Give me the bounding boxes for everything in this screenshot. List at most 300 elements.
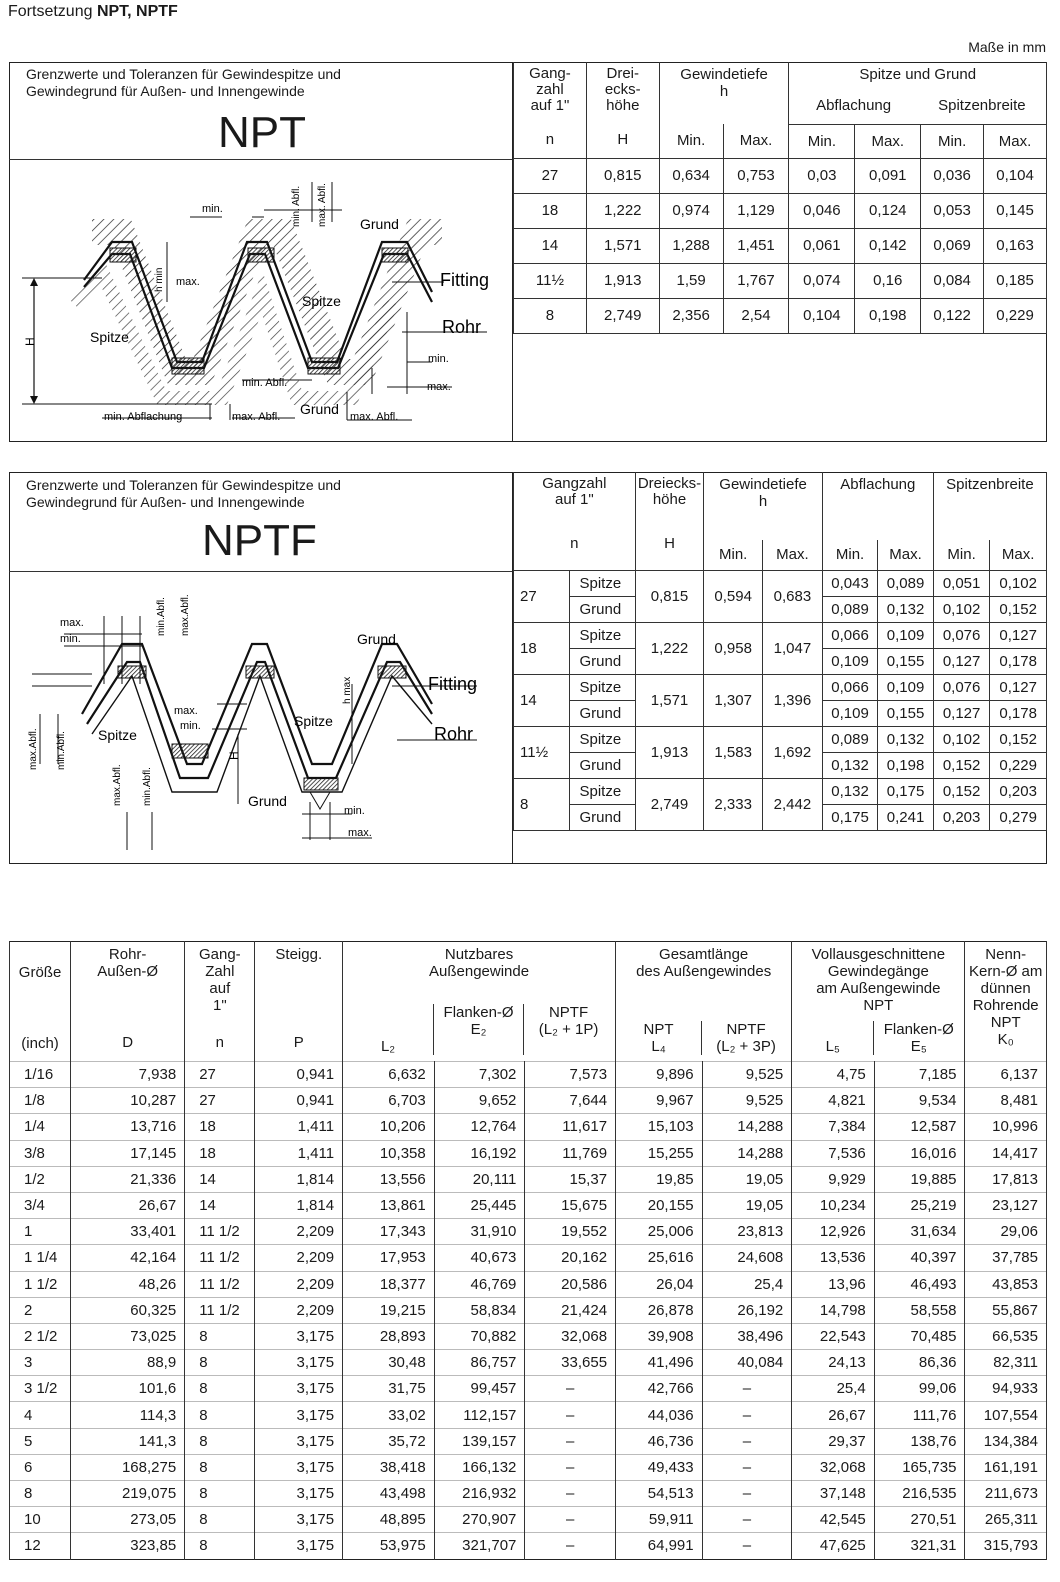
npt-cell: 14: [514, 228, 587, 263]
dim-row: [10, 1376, 1047, 1402]
nptf-cell-spitze: 0,066: [822, 622, 878, 648]
dim-cell: 12,587: [874, 1114, 965, 1140]
dim-cell: 3,175: [255, 1402, 343, 1428]
dim-cell: 1/8: [10, 1088, 71, 1114]
dim-cell: –: [525, 1533, 616, 1559]
dim-cell: 16,016: [874, 1140, 965, 1166]
npt-col-gang: Gang- zahl auf 1" n: [514, 62, 587, 158]
dim-cell: 3,175: [255, 1454, 343, 1480]
nptf-cell-hmax: 1,692: [763, 726, 823, 778]
dim-cell: 1,411: [255, 1114, 343, 1140]
dim-cell: 31,75: [343, 1376, 435, 1402]
dim-cell: 60,325: [71, 1297, 185, 1323]
nptf-cell-H: 0,815: [635, 570, 704, 622]
dim-cell: 13,716: [71, 1114, 185, 1140]
dim-cell: 8: [185, 1376, 255, 1402]
dim-cell: 99,457: [434, 1376, 525, 1402]
dim-row: [10, 1507, 1047, 1533]
nptf-cell-hmax: 0,683: [763, 570, 823, 622]
dim-cell: 40,673: [434, 1245, 525, 1271]
nptf-cell-spitze: 0,127: [990, 622, 1047, 648]
dim-cell: 1/16: [10, 1062, 71, 1088]
nptf-cell-H: 1,222: [635, 622, 704, 674]
dim-cell: 7,185: [874, 1062, 965, 1088]
nptf-cell-spitze: 0,076: [933, 622, 990, 648]
nptf-cell-hmax: 1,047: [763, 622, 823, 674]
dim-cell: 3,175: [255, 1533, 343, 1559]
nptf-cell-spitze: 0,132: [878, 726, 934, 752]
dim-cell: 138,76: [874, 1428, 965, 1454]
nptf-col-gang: Gangzahl auf 1" n: [514, 472, 636, 570]
dim-cell: 25,4: [792, 1376, 875, 1402]
dim-col-steig-label: Steigg.: [275, 946, 323, 963]
dim-cell: 39,908: [616, 1323, 703, 1349]
nptf-col-tiefe: [704, 472, 822, 540]
dim-cell: 99,06: [874, 1376, 965, 1402]
dim-cell: 15,675: [525, 1192, 616, 1218]
npt-cell: 27: [514, 158, 587, 193]
dim-cell: –: [702, 1507, 792, 1533]
nptf-cell-spitze: 0,051: [933, 570, 990, 596]
dim-cell: 42,766: [616, 1376, 703, 1402]
nptf-col-breite-min: Min.: [933, 540, 990, 570]
dim-cell: 2,209: [255, 1219, 343, 1245]
nptf-cell-spitze-label: Spitze: [569, 570, 635, 596]
npt-cell: 2,356: [659, 298, 723, 333]
nptf-cell-grund: 0,203: [933, 804, 990, 830]
npt-col-tiefe: [659, 62, 789, 124]
npt-diagram-spitze-right: Spitze: [302, 293, 341, 309]
dim-cell: 2 1/2: [10, 1323, 71, 1349]
dim-cell: –: [702, 1428, 792, 1454]
nptf-diagram-max-mid: max.: [174, 705, 198, 717]
npt-diagram-min-right: min.: [428, 353, 449, 365]
nptf-cell-grund: 0,229: [990, 752, 1047, 778]
dim-cell: 88,9: [71, 1350, 185, 1376]
dim-cell: 14: [185, 1166, 255, 1192]
dim-cell: 46,493: [874, 1271, 965, 1297]
dim-cell: 4,75: [792, 1062, 875, 1088]
dim-cell: 161,191: [965, 1454, 1047, 1480]
npt-cell: 0,122: [921, 298, 984, 333]
nptf-cell-H: 2,749: [635, 778, 704, 830]
npt-diagram-grund-bottom: Grund: [300, 401, 339, 417]
dim-cell: 6,137: [965, 1062, 1047, 1088]
dim-col-P: P: [293, 1034, 304, 1051]
npt-row: [514, 158, 1047, 193]
dim-cell: –: [525, 1402, 616, 1428]
nptf-cell-grund: 0,109: [822, 700, 878, 726]
npt-col-abfl-max: Max.: [855, 124, 921, 158]
npt-cell: 0,036: [921, 158, 984, 193]
dim-col-voll: Vollausgeschnittene Gewindegänge am Außengewinde NPT L₅ Flanken-Ø E₅: [792, 942, 965, 1062]
dim-cell: 59,911: [616, 1507, 703, 1533]
dim-cell: 27: [185, 1062, 255, 1088]
npt-col-breite: Spitzenbreite: [938, 97, 1026, 114]
dim-col-nptf2: NPTF: [726, 1021, 766, 1038]
dim-cell: 7,384: [792, 1114, 875, 1140]
nptf-diagram-max-abfl-left: max.Abfl.: [28, 728, 39, 770]
npt-diagram-rohr: Rohr: [442, 317, 482, 337]
dim-cell: 8: [185, 1533, 255, 1559]
nptf-cell-grund: 0,152: [933, 752, 990, 778]
nptf-cell-grund: 0,109: [822, 648, 878, 674]
nptf-diagram-min-mid: min.: [180, 720, 201, 732]
dim-cell: 11 1/2: [185, 1245, 255, 1271]
dim-cell: 25,616: [616, 1245, 703, 1271]
nptf-cell-spitze: 0,109: [878, 622, 934, 648]
nptf-row-spitze: [514, 570, 1047, 596]
nptf-description: Grenzwerte und Toleranzen für Gewindespitze und Gewindegrund für Außen- und Innengewinde: [26, 477, 341, 510]
nptf-diagram-min-abfl-bottom: min.Abfl.: [142, 767, 153, 806]
npt-cell: 18: [514, 193, 587, 228]
dim-col-nutz: Nutzbares Außengewinde L₂ Flanken-Ø E₂ NPTF (L₂ + 1P): [343, 942, 616, 1062]
dim-row: [10, 1114, 1047, 1140]
dim-row: [10, 1192, 1047, 1218]
nptf-diagram-fitting: Fitting: [428, 674, 478, 694]
dim-cell: 25,219: [874, 1192, 965, 1218]
nptf-table: [513, 472, 1047, 831]
nptf-cell-spitze: 0,132: [822, 778, 878, 804]
dim-col-D: D: [122, 1034, 134, 1051]
nptf-col-h: h: [758, 493, 768, 510]
npt-thread-diagram: [12, 162, 510, 440]
dim-cell: 53,975: [343, 1533, 435, 1559]
dim-col-groesse: [10, 942, 71, 1062]
units-note: Maße in mm: [968, 39, 1046, 55]
dim-cell: 42,164: [71, 1245, 185, 1271]
dim-cell: 21,424: [525, 1297, 616, 1323]
dim-cell: 30,48: [343, 1350, 435, 1376]
dim-cell: 55,867: [965, 1297, 1047, 1323]
dim-col-groesse-label: Größe: [18, 964, 62, 981]
nptf-cell-grund-label: Grund: [569, 804, 635, 830]
dim-cell: 86,36: [874, 1350, 965, 1376]
dim-row: [10, 1402, 1047, 1428]
dim-cell: 32,068: [525, 1323, 616, 1349]
dim-cell: 18,377: [343, 1271, 435, 1297]
dim-cell: 10,287: [71, 1088, 185, 1114]
dim-cell: 8: [185, 1454, 255, 1480]
nptf-cell-spitze: 0,203: [990, 778, 1047, 804]
nptf-col-tiefe-min: Min.: [704, 540, 763, 570]
nptf-block-divider: [9, 571, 514, 572]
npt-cell: 2,54: [723, 298, 789, 333]
nptf-cell-spitze-label: Spitze: [569, 778, 635, 804]
npt-cell: 8: [514, 298, 587, 333]
npt-cell: 0,145: [984, 193, 1047, 228]
nptf-cell-grund: 0,175: [822, 804, 878, 830]
npt-cell: 1,288: [659, 228, 723, 263]
dim-cell: 17,953: [343, 1245, 435, 1271]
dim-cell: –: [525, 1454, 616, 1480]
dim-cell: 0,941: [255, 1088, 343, 1114]
npt-cell: 1,222: [586, 193, 659, 228]
dim-cell: 216,932: [434, 1481, 525, 1507]
dim-cell: 26,67: [71, 1192, 185, 1218]
dim-cell: 270,51: [874, 1507, 965, 1533]
dim-cell: 20,111: [434, 1166, 525, 1192]
dim-col-L21P: (L₂ + 1P): [538, 1021, 599, 1038]
dim-cell: 58,834: [434, 1297, 525, 1323]
dim-cell: 70,485: [874, 1323, 965, 1349]
nptf-diagram-min-abfl-left: min.Abfl.: [56, 731, 67, 770]
npt-diagram-min-abflachung: min. Abflachung: [104, 411, 183, 423]
npt-diagram-spitze-left: Spitze: [90, 329, 129, 345]
dim-cell: –: [702, 1454, 792, 1480]
dim-cell: 19,85: [616, 1166, 703, 1192]
npt-cell: 0,084: [921, 263, 984, 298]
dim-cell: 8: [10, 1481, 71, 1507]
dim-cell: 40,084: [702, 1350, 792, 1376]
dim-cell: 107,554: [965, 1402, 1047, 1428]
dim-col-flanken: Flanken-Ø: [443, 1004, 514, 1021]
nptf-cell-hmin: 0,594: [704, 570, 763, 622]
dim-cell: 14,798: [792, 1297, 875, 1323]
dim-cell: 19,215: [343, 1297, 435, 1323]
dim-cell: 270,907: [434, 1507, 525, 1533]
nptf-diagram-spitze-left: Spitze: [98, 727, 137, 743]
dim-cell: 1/2: [10, 1166, 71, 1192]
dim-row: [10, 1533, 1047, 1559]
dim-cell: 19,552: [525, 1219, 616, 1245]
dim-cell: 6,632: [343, 1062, 435, 1088]
dim-col-steig: [255, 942, 343, 1062]
dim-cell: 10,234: [792, 1192, 875, 1218]
npt-block-divider: [9, 159, 514, 160]
npt-cell: 11½: [514, 263, 587, 298]
nptf-cell-spitze-label: Spitze: [569, 726, 635, 752]
dim-cell: 11 1/2: [185, 1297, 255, 1323]
nptf-diagram-H: H: [227, 751, 241, 760]
dim-cell: 111,76: [874, 1402, 965, 1428]
dim-cell: 3,175: [255, 1350, 343, 1376]
npt-col-drei: Drei- ecks- höhe H: [586, 62, 659, 158]
dim-cell: 8: [185, 1350, 255, 1376]
dim-cell: 2,209: [255, 1271, 343, 1297]
dim-cell: 3/8: [10, 1140, 71, 1166]
npt-cell: 0,142: [855, 228, 921, 263]
nptf-diagram-max-label: max.: [60, 617, 84, 629]
dim-cell: 315,793: [965, 1533, 1047, 1559]
dim-cell: 54,513: [616, 1481, 703, 1507]
nptf-cell-grund: 0,155: [878, 648, 934, 674]
dim-cell: 25,006: [616, 1219, 703, 1245]
dim-cell: 6,703: [343, 1088, 435, 1114]
npt-col-h: h: [719, 83, 729, 100]
dim-cell: 141,3: [71, 1428, 185, 1454]
dim-cell: 31,634: [874, 1219, 965, 1245]
dim-col-K0: K₀: [997, 1031, 1014, 1048]
dim-cell: 22,543: [792, 1323, 875, 1349]
dim-col-rohr: Rohr- Außen-Ø D: [71, 942, 185, 1062]
dim-cell: 2,209: [255, 1297, 343, 1323]
header-prefix: Fortsetzung: [8, 3, 93, 20]
dim-cell: 7,644: [525, 1088, 616, 1114]
npt-cell: 1,571: [586, 228, 659, 263]
npt-col-spitzegrund: [789, 62, 1047, 124]
dim-cell: 3/4: [10, 1192, 71, 1218]
npt-col-tiefe-label: Gewindetiefe: [680, 66, 768, 83]
npt-cell: 1,913: [586, 263, 659, 298]
nptf-col-abfl-min: Min.: [822, 540, 878, 570]
dim-cell: 3,175: [255, 1481, 343, 1507]
npt-name: NPT: [218, 108, 306, 157]
dim-cell: 19,05: [702, 1166, 792, 1192]
dim-cell: 10: [10, 1507, 71, 1533]
dim-row: [10, 1140, 1047, 1166]
dim-cell: 168,275: [71, 1454, 185, 1480]
dim-cell: –: [702, 1376, 792, 1402]
dim-cell: 14,288: [702, 1114, 792, 1140]
dim-cell: 13,861: [343, 1192, 435, 1218]
dim-cell: 20,586: [525, 1271, 616, 1297]
npt-col-breite-max: Max.: [984, 124, 1047, 158]
dim-cell: 26,192: [702, 1297, 792, 1323]
nptf-name: NPTF: [202, 516, 317, 565]
dim-cell: 48,26: [71, 1271, 185, 1297]
dim-cell: 114,3: [71, 1402, 185, 1428]
dim-cell: –: [525, 1481, 616, 1507]
dim-cell: 1: [10, 1219, 71, 1245]
nptf-cell-spitze: 0,152: [990, 726, 1047, 752]
dim-cell: 1,814: [255, 1192, 343, 1218]
dim-cell: 49,433: [616, 1454, 703, 1480]
dim-row: [10, 1297, 1047, 1323]
dim-cell: –: [702, 1533, 792, 1559]
dim-row: [10, 1350, 1047, 1376]
nptf-cell-grund-label: Grund: [569, 700, 635, 726]
dimensions-table: [9, 941, 1047, 1560]
dim-col-inch: (inch): [21, 1035, 59, 1052]
dim-cell: 1 1/4: [10, 1245, 71, 1271]
dim-cell: 12,764: [434, 1114, 525, 1140]
nptf-diagram-grund-bottom: Grund: [248, 793, 287, 809]
dim-cell: 43,853: [965, 1271, 1047, 1297]
npt-col-H: H: [617, 131, 629, 148]
nptf-cell-grund: 0,198: [878, 752, 934, 778]
nptf-row-spitze: [514, 778, 1047, 804]
npt-row: [514, 193, 1047, 228]
npt-row: [514, 263, 1047, 298]
dim-cell: 17,145: [71, 1140, 185, 1166]
dim-cell: 10,206: [343, 1114, 435, 1140]
nptf-diagram-min-abfl-top: min.Abfl.: [156, 597, 167, 636]
dim-cell: 16,192: [434, 1140, 525, 1166]
dim-cell: 23,127: [965, 1192, 1047, 1218]
dim-cell: 10,358: [343, 1140, 435, 1166]
npt-diagram-max-abfl-right: max. Abfl.: [350, 411, 399, 423]
dim-cell: 323,85: [71, 1533, 185, 1559]
dim-cell: –: [702, 1481, 792, 1507]
nptf-cell-spitze: 0,152: [933, 778, 990, 804]
nptf-cell-grund: 0,102: [933, 596, 990, 622]
nptf-cell-grund: 0,241: [878, 804, 934, 830]
dim-row: [10, 1166, 1047, 1192]
dim-cell: 46,736: [616, 1428, 703, 1454]
npt-col-n: n: [545, 131, 555, 148]
npt-col-tiefe-max: Max.: [723, 124, 789, 158]
nptf-col-tiefe-max: Max.: [763, 540, 823, 570]
npt-cell: 0,091: [855, 158, 921, 193]
dim-cell: 10,996: [965, 1114, 1047, 1140]
npt-diagram-hmin-label: h min: [154, 267, 165, 292]
npt-cell: 0,053: [921, 193, 984, 228]
nptf-cell-spitze: 0,089: [822, 726, 878, 752]
dim-cell: 216,535: [874, 1481, 965, 1507]
npt-diagram-max-abfl-bottom: max. Abfl.: [232, 411, 281, 423]
nptf-cell-n: 14: [514, 674, 570, 726]
dim-cell: 265,311: [965, 1507, 1047, 1533]
dim-cell: 32,068: [792, 1454, 875, 1480]
dim-cell: 42,545: [792, 1507, 875, 1533]
npt-cell: 0,974: [659, 193, 723, 228]
dim-cell: 1/4: [10, 1114, 71, 1140]
dim-cell: 94,933: [965, 1376, 1047, 1402]
npt-row: [514, 298, 1047, 333]
dim-row: [10, 1271, 1047, 1297]
npt-diagram-max-right: max.: [427, 381, 451, 393]
dim-cell: 9,525: [702, 1062, 792, 1088]
npt-cell: 0,104: [984, 158, 1047, 193]
npt-diagram-fitting: Fitting: [440, 270, 490, 290]
npt-cell: 0,061: [789, 228, 855, 263]
dim-cell: 7,573: [525, 1062, 616, 1088]
dim-cell: 64,991: [616, 1533, 703, 1559]
nptf-cell-grund-label: Grund: [569, 752, 635, 778]
dim-cell: 58,558: [874, 1297, 965, 1323]
dim-col-npt: NPT: [643, 1021, 674, 1038]
dim-row: [10, 1219, 1047, 1245]
dim-cell: 0,941: [255, 1062, 343, 1088]
dim-cell: 2: [10, 1297, 71, 1323]
dim-cell: 1 1/2: [10, 1271, 71, 1297]
nptf-col-abfl: Abflachung: [822, 472, 933, 540]
dim-cell: 7,938: [71, 1062, 185, 1088]
dim-cell: 17,343: [343, 1219, 435, 1245]
nptf-diagram-rohr: Rohr: [434, 724, 474, 744]
dim-cell: 14,288: [702, 1140, 792, 1166]
nptf-diagram-max-abfl-bottom: max.Abfl.: [112, 764, 123, 806]
nptf-cell-H: 1,571: [635, 674, 704, 726]
dim-col-n: n: [215, 1034, 224, 1051]
dim-cell: –: [525, 1428, 616, 1454]
nptf-cell-hmin: 0,958: [704, 622, 763, 674]
dim-cell: 25,445: [434, 1192, 525, 1218]
dim-cell: 4,821: [792, 1088, 875, 1114]
npt-col-breite-min: Min.: [921, 124, 984, 158]
dim-cell: 24,13: [792, 1350, 875, 1376]
dim-cell: 3 1/2: [10, 1376, 71, 1402]
dim-cell: 20,155: [616, 1192, 703, 1218]
npt-diagram-min-abfl-label: min. Abfl.: [291, 185, 302, 227]
nptf-cell-grund: 0,178: [990, 648, 1047, 674]
npt-col-abfl-min: Min.: [789, 124, 855, 158]
dim-row: [10, 1062, 1047, 1088]
nptf-cell-spitze: 0,109: [878, 674, 934, 700]
nptf-cell-spitze-label: Spitze: [569, 622, 635, 648]
nptf-diagram-max-abfl-top: max.Abfl.: [180, 594, 191, 636]
npt-cell: 0,753: [723, 158, 789, 193]
nptf-cell-grund: 0,132: [878, 596, 934, 622]
nptf-cell-grund-label: Grund: [569, 648, 635, 674]
dim-cell: 8: [185, 1507, 255, 1533]
npt-diagram-grund-top: Grund: [360, 216, 399, 232]
npt-cell: 0,074: [789, 263, 855, 298]
dim-cell: 139,157: [434, 1428, 525, 1454]
dim-cell: 73,025: [71, 1323, 185, 1349]
npt-cell: 0,198: [855, 298, 921, 333]
